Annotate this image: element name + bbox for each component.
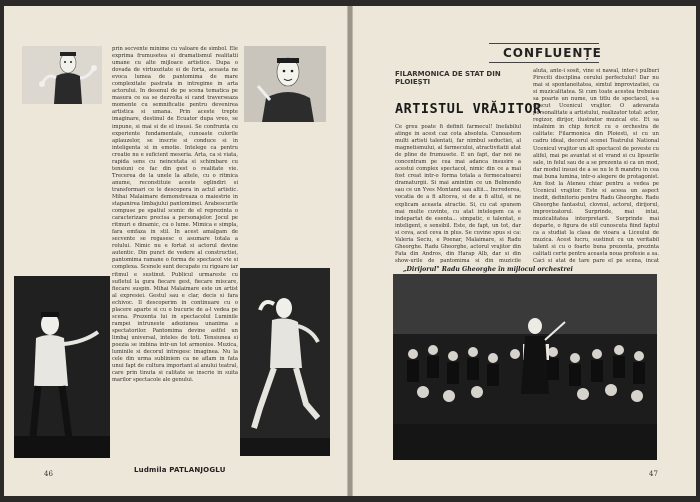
section-rubric: CONFLUENȚE <box>503 46 602 60</box>
left-page <box>4 6 348 496</box>
orchestra-scene <box>393 274 657 460</box>
right-article-column-1: Ce greu poate fi definit farmecul! Inefabilul atinge in acest caz cota absoluta. Cunoastem multi artisti talentati, far nimbul seductiei, al magnetismului, al farmecului, atractivitatii atat de pline de frumusete. E un fapt, dar noi ne concentram pe cea mai adanca insusire a acestui complex spectacol, nimic din ce a mai fost creat intr-o forma totala a fermecatoarei dramaturgii. Si mai amintim ce un Belmondo sau ce un Yves Montand sau altii... Increderea, vocatia de a fi altceva, si de a fi altul, si ne explicam aceasta atractie. Si, cu cat spunem mai multe cuvinte, cu atat intelegem ca e indepartat de esenta... simpatic, e talentat, e inteligent, e sensibil. Este, de fapt, un tot, dar si ceva, acel ceva in plus. Se cuvine spus si ca: Valeria Seciu, e Poenar, Malaimare, si Radu Gheorghe. Radu Gheorghe, actorul vrajitor din Fata din Andros, din Harap Alb, dar si din show-urile de pantomima si din muzicile <box>395 124 521 264</box>
mime-portrait-figure <box>244 46 326 122</box>
photo-mime-portrait <box>244 46 326 122</box>
article-kicker: FILARMONICA DE STAT DIN PLOIEȘTI <box>395 70 501 86</box>
right-page <box>352 6 696 496</box>
mime-hands-figure <box>22 46 102 104</box>
mime-stage-right-figure <box>240 268 330 456</box>
photo-mime-stage-left <box>14 276 110 458</box>
rubric-rule-top <box>489 43 599 44</box>
right-article-column-2: aluta, ante-i sosit, vine si nawal, inter-i pulburi Pireciti disciplina cerului perfectului! Dar nu mai si spontaneitatea, simtul improvizatiei, ca si muzicalitatea. Si cum toate acestea trebuiau sa poarte un nume, un titlu de spectacol, s-a nascut Ucenicul vrajitor. O adevarata personalitate a artistului, realizator total: actor, regizor, dirijor, ilustrator muzical etc. Et sa intalnim in chip fericit cu o orchestra de calitate: Filarmonica din Ploiesti, si cu un cadru ideal, decorul scenei Teatrului National Ucenicul vrajitor un alt spectacol de poveste cu alifel, mai pe avantat si el vrand si cu lipsurile sale, in felul sau de a se prezenta si ca un mod, dar modul insusi de a se nu le fi mandru in cea mai buna lumina, intr-o alegere de protagonist. Am fost la Ateneu chiar pentru a vedea pe Ucenicul vrajitor. Este si aceea un aspect inedit, definitoriu pentru Radu Gheorghe. Radu Gheorghe fantastul, clovnul, actorul, dirijorul, improvizatorul. Surprinde, mai intai, muzicalitatea interpretarii. Surprinde mai departe, o figura de stil cunoscuta fiind faptul ca a studiat la clasa de vioara a Liceului de muzica. Acest lucru, sustinut cu un veritabil talent si cu o foarte buna prezenta, prezinta calitati certe pentru aceasta noua profesie a sa. Caci si atat de tare pare el pe scena, incat <box>533 68 659 264</box>
left-article-column: prin secvente minime cu valoare de simbol. Ele exprima frumusetea si dramatismul realitatii umane cu alte mijloace artistice. Dupa o dovada de virtuozitate si de forta, aceasta ne evoca lumea de pantomima de mare complexitate pastrata in intregime in arta actorului. In desenul de pe scena tematica pe masura ce ea se dezvolta si cand traverseaza momente cu semnificatie pentru devenirea artistica si umana. Prin aceste trepte imaginare, destinul de Ecuator dupa vreo, se impune, si mai si de el insusi. Se confrunta cu experiente fundamentale, cunoaste culorile aplauzelor, se inscrie si conduce si in inteligenta si in emotie. Intelege ca pentru creatie nu e suficient meseria. Arta, ca si viata, rapida sens cu neincetata si schimbare cu tensiuni ce fac din gest o realitate vie. Trecerea de la unele la altele, cu o ritmica anume, reconstituie aceste oglindiri si transformari ce le descopera in actul artistic. Mihai Malaimare demonstreaza o maiestrie in stapanirea limbajului pantomimei. Arabescurile compuse pe spatiul scenic de el reprezinta o caracterizare precisa a personajelor. Jocul pe ritmuri e dinamic, cu o lume. Mimica e simpla, fara emfaza in stil. In acest amalgam de secvente se regasesc o asumare totala a rolului. Nimic nu e fortat si actorul devine autentic. Din punct de vedere al constructiei, pantomima ramane o forma de spectacol vie si complexa. Scenele sunt decupate cu rigoare iar ritmul e sustinut. Publicul urmareste cu sufletul la gura fiecare gest, fiecare miscare, fiecare suspin. Mihai Malaimare este un artist al expresiei. Gestul sau e clar, decis si fara echivoc. Il descoperim in continuare cu o placere aparte si cu o bucurie de a-l vedea pe scena. Prezenta lui in spectacolul Luminile rampei intruneste adeziunea unanima a spectatorilor. Pantomima devine astfel un limbaj universal, inteles de toti. Tensiunea si poezia se imbina intr-un tot armonios. Muzica, luminile si decorul intregesc imaginea. Nu la cele din urma subliniem ca ne aflam in fata unui fapt de cultura important al anului teatral, care prin tinuta si calitate se inscrie in suita marilor spectacole ale genului. <box>112 46 238 384</box>
article-headline: ARTISTUL VRĂJITOR <box>395 101 542 117</box>
magazine-spread <box>4 6 696 496</box>
page-number-right: 47 <box>649 470 658 478</box>
mime-stage-left-figure <box>14 276 110 458</box>
photo-caption: „Dirijorul" Radu Gheorghe în mijlocul orchestrei <box>403 266 573 273</box>
photo-mime-hands <box>22 46 102 104</box>
photo-orchestra <box>393 274 657 460</box>
photo-mime-stage-right <box>240 268 330 456</box>
author-signature: Ludmila PATLANJOGLU <box>134 466 226 474</box>
page-number-left: 46 <box>44 470 53 478</box>
rubric-rule-bottom <box>489 62 599 63</box>
